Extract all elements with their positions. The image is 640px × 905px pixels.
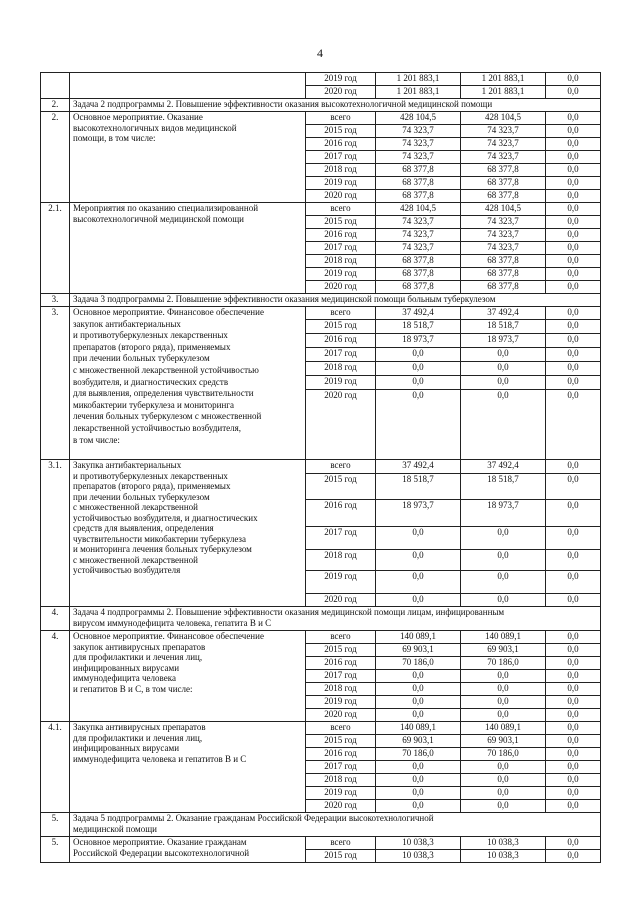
year-cell: 2020 год xyxy=(306,800,376,813)
other-sources-cell: 0,0 xyxy=(546,281,601,294)
page-number: 4 xyxy=(317,46,323,60)
regional-budget-cell: 0,0 xyxy=(461,696,546,709)
total-cell: 0,0 xyxy=(376,348,461,362)
other-sources-cell: 0,0 xyxy=(546,774,601,787)
event-description-line: помощи, в том числе: xyxy=(73,133,156,143)
total-cell: 68 377,8 xyxy=(376,190,461,203)
event-description-line: для профилактики и лечения лиц, xyxy=(73,732,203,743)
event-description xyxy=(70,837,306,863)
regional-budget-cell: 140 089,1 xyxy=(461,631,546,644)
task-title-line: Задача 3 подпрограммы 2. Повышение эффективности оказания медицинской помощи больным туберкулезом xyxy=(73,294,496,304)
year-cell: 2018 год xyxy=(306,683,376,696)
regional-budget-cell: 74 323,7 xyxy=(461,229,546,242)
regional-budget-cell: 0,0 xyxy=(461,709,546,722)
table-row xyxy=(41,837,601,850)
event-description-line: лекарственной устойчивостью возбудителя, xyxy=(73,422,242,433)
regional-budget-cell: 1 201 883,1 xyxy=(461,86,546,99)
year-cell: всего xyxy=(306,307,376,320)
other-sources-cell: 0,0 xyxy=(546,307,601,320)
regional-budget-cell: 0,0 xyxy=(461,390,546,460)
event-description-line: и противотуберкулезных лекарственных xyxy=(73,330,228,341)
year-cell: 2016 год xyxy=(306,748,376,761)
total-cell: 428 104,5 xyxy=(376,203,461,216)
total-cell: 0,0 xyxy=(376,390,461,460)
other-sources-cell: 0,0 xyxy=(546,229,601,242)
event-description-line: Основное мероприятие. Финансовое обеспечение xyxy=(73,631,264,641)
total-cell: 0,0 xyxy=(376,571,461,594)
year-cell: всего xyxy=(306,112,376,125)
task-title-line: медицинской помощи xyxy=(73,823,157,834)
event-description-line: Закупка антибактериальных xyxy=(73,460,182,470)
other-sources-cell: 0,0 xyxy=(546,474,601,500)
regional-budget-cell: 0,0 xyxy=(461,348,546,362)
total-cell: 74 323,7 xyxy=(376,216,461,229)
year-cell: 2019 год xyxy=(306,177,376,190)
total-cell: 68 377,8 xyxy=(376,177,461,190)
total-cell: 0,0 xyxy=(376,683,461,696)
event-number: 5. xyxy=(41,837,70,863)
event-description-line: высокотехнологичной медицинской помощи xyxy=(73,213,244,224)
year-cell: 2016 год xyxy=(306,334,376,348)
other-sources-cell: 0,0 xyxy=(546,644,601,657)
regional-budget-cell: 18 973,7 xyxy=(461,334,546,348)
regional-budget-cell: 428 104,5 xyxy=(461,112,546,125)
other-sources-cell: 0,0 xyxy=(546,242,601,255)
event-description-line: Основное мероприятие. Оказание xyxy=(73,112,203,122)
event-description-line: с множественной лекарственной xyxy=(73,554,198,565)
year-cell: всего xyxy=(306,203,376,216)
event-description-line: с множественной лекарственной xyxy=(73,502,198,512)
task-row xyxy=(41,99,601,112)
other-sources-cell: 0,0 xyxy=(546,164,601,177)
year-cell: всего xyxy=(306,631,376,644)
other-sources-cell: 0,0 xyxy=(546,683,601,696)
other-sources-cell: 0,0 xyxy=(546,376,601,390)
total-cell: 0,0 xyxy=(376,594,461,607)
other-sources-cell: 0,0 xyxy=(546,125,601,138)
total-cell: 68 377,8 xyxy=(376,164,461,177)
year-cell: 2017 год xyxy=(306,242,376,255)
regional-budget-cell: 70 186,0 xyxy=(461,748,546,761)
event-description xyxy=(70,203,306,294)
other-sources-cell: 0,0 xyxy=(546,722,601,735)
regional-budget-cell: 37 492,4 xyxy=(461,307,546,320)
event-description-line: микобактерии туберкулеза и мониторинга xyxy=(73,399,234,410)
total-cell: 0,0 xyxy=(376,787,461,800)
event-number: 2.1. xyxy=(41,203,70,294)
other-sources-cell: 0,0 xyxy=(546,631,601,644)
year-cell: 2017 год xyxy=(306,670,376,683)
year-cell: 2015 год xyxy=(306,474,376,500)
year-cell: 2016 год xyxy=(306,229,376,242)
year-cell: 2015 год xyxy=(306,216,376,229)
regional-budget-cell: 0,0 xyxy=(461,774,546,787)
event-description-line: закупок антивирусных препаратов xyxy=(73,641,206,652)
row-number-cell xyxy=(41,73,70,99)
other-sources-cell: 0,0 xyxy=(546,837,601,850)
year-cell: 2017 год xyxy=(306,151,376,164)
regional-budget-cell: 428 104,5 xyxy=(461,203,546,216)
total-cell: 70 186,0 xyxy=(376,657,461,670)
year-cell: 2018 год xyxy=(306,164,376,177)
table-row xyxy=(41,722,601,735)
regional-budget-cell: 0,0 xyxy=(461,527,546,550)
event-description-line: возбудителя, и диагностических средств xyxy=(73,376,229,387)
total-cell: 18 973,7 xyxy=(376,500,461,527)
year-cell: 2020 год xyxy=(306,594,376,607)
task-title-line: вирусом иммунодефицита человека, гепатита В и С xyxy=(73,617,272,628)
description-cell xyxy=(70,73,306,99)
other-sources-cell: 0,0 xyxy=(546,177,601,190)
total-cell: 0,0 xyxy=(376,527,461,550)
task-title xyxy=(70,294,601,307)
task-number: 5. xyxy=(41,813,70,837)
regional-budget-cell: 140 089,1 xyxy=(461,722,546,735)
event-description-line: при лечении больных туберкулезом xyxy=(73,353,210,364)
total-cell: 0,0 xyxy=(376,696,461,709)
year-cell: 2020 год xyxy=(306,86,376,99)
event-description-line: средств для выявления, определения xyxy=(73,523,214,533)
event-description-line: инфицированных вирусами xyxy=(73,743,180,753)
table-row xyxy=(41,73,601,86)
other-sources-cell: 0,0 xyxy=(546,268,601,281)
other-sources-cell: 0,0 xyxy=(546,527,601,550)
event-description-line: устойчивостью возбудителя xyxy=(73,565,181,575)
task-row xyxy=(41,813,601,837)
regional-budget-cell: 18 518,7 xyxy=(461,320,546,334)
regional-budget-cell: 0,0 xyxy=(461,787,546,800)
regional-budget-cell: 68 377,8 xyxy=(461,177,546,190)
event-description-line: закупок антибактериальных xyxy=(73,318,181,329)
year-cell: 2017 год xyxy=(306,527,376,550)
regional-budget-cell: 0,0 xyxy=(461,800,546,813)
other-sources-cell: 0,0 xyxy=(546,112,601,125)
regional-budget-cell: 74 323,7 xyxy=(461,125,546,138)
other-sources-cell: 0,0 xyxy=(546,696,601,709)
other-sources-cell: 0,0 xyxy=(546,86,601,99)
event-description xyxy=(70,631,306,722)
table-row xyxy=(41,307,601,320)
total-cell: 69 903,1 xyxy=(376,735,461,748)
task-title xyxy=(70,607,601,631)
regional-budget-cell: 68 377,8 xyxy=(461,190,546,203)
total-cell: 1 201 883,1 xyxy=(376,86,461,99)
total-cell: 18 518,7 xyxy=(376,320,461,334)
total-cell: 0,0 xyxy=(376,362,461,376)
total-cell: 0,0 xyxy=(376,800,461,813)
other-sources-cell: 0,0 xyxy=(546,151,601,164)
event-description-line: с множественной лекарственной устойчивостью xyxy=(73,364,259,375)
event-description-line: препаратов (второго ряда), применяемых xyxy=(73,341,231,352)
event-description-line: и противотуберкулезных лекарственных xyxy=(73,470,228,481)
other-sources-cell: 0,0 xyxy=(546,748,601,761)
total-cell: 0,0 xyxy=(376,761,461,774)
regional-budget-cell: 37 492,4 xyxy=(461,460,546,474)
total-cell: 68 377,8 xyxy=(376,255,461,268)
total-cell: 1 201 883,1 xyxy=(376,73,461,86)
other-sources-cell: 0,0 xyxy=(546,216,601,229)
total-cell: 68 377,8 xyxy=(376,281,461,294)
year-cell: 2015 год xyxy=(306,735,376,748)
task-title xyxy=(70,813,601,837)
table-row xyxy=(41,631,601,644)
table-row xyxy=(41,112,601,125)
year-cell: 2020 год xyxy=(306,709,376,722)
event-description-line: для выявления, определения чувствительности xyxy=(73,388,254,399)
event-description-line: чувствительности микобактерии туберкулеза xyxy=(73,533,246,544)
event-description-line: высокотехнологичных видов медицинской xyxy=(73,122,237,133)
total-cell: 68 377,8 xyxy=(376,268,461,281)
year-cell: 2015 год xyxy=(306,125,376,138)
year-cell: 2017 год xyxy=(306,761,376,774)
other-sources-cell: 0,0 xyxy=(546,787,601,800)
event-description-line: Основное мероприятие. Финансовое обеспечение xyxy=(73,307,264,317)
regional-budget-cell: 0,0 xyxy=(461,362,546,376)
other-sources-cell: 0,0 xyxy=(546,348,601,362)
year-cell: 2018 год xyxy=(306,550,376,571)
other-sources-cell: 0,0 xyxy=(546,190,601,203)
event-description-line: иммунодефицита человека xyxy=(73,673,176,683)
total-cell: 0,0 xyxy=(376,709,461,722)
event-description xyxy=(70,112,306,203)
task-number: 2. xyxy=(41,99,70,112)
event-description-line: для профилактики и лечения лиц, xyxy=(73,652,203,662)
other-sources-cell: 0,0 xyxy=(546,362,601,376)
event-description xyxy=(70,307,306,460)
regional-budget-cell: 68 377,8 xyxy=(461,268,546,281)
other-sources-cell: 0,0 xyxy=(546,850,601,863)
other-sources-cell: 0,0 xyxy=(546,203,601,216)
regional-budget-cell: 0,0 xyxy=(461,550,546,571)
other-sources-cell: 0,0 xyxy=(546,735,601,748)
task-title-line: Задача 5 подпрограммы 2. Оказание гражданам Российской Федерации высокотехнологичной xyxy=(73,813,434,823)
total-cell: 74 323,7 xyxy=(376,229,461,242)
regional-budget-cell: 18 518,7 xyxy=(461,474,546,500)
regional-budget-cell: 10 038,3 xyxy=(461,850,546,863)
year-cell: 2015 год xyxy=(306,850,376,863)
event-number: 4. xyxy=(41,631,70,722)
year-cell: 2018 год xyxy=(306,255,376,268)
table-row xyxy=(41,203,601,216)
regional-budget-cell: 0,0 xyxy=(461,376,546,390)
task-number: 3. xyxy=(41,294,70,307)
year-cell: 2017 год xyxy=(306,348,376,362)
regional-budget-cell: 74 323,7 xyxy=(461,138,546,151)
total-cell: 70 186,0 xyxy=(376,748,461,761)
other-sources-cell: 0,0 xyxy=(546,571,601,594)
total-cell: 18 973,7 xyxy=(376,334,461,348)
event-description-line: и гепатитов В и С, в том числе: xyxy=(73,683,193,694)
regional-budget-cell: 0,0 xyxy=(461,683,546,696)
regional-budget-cell: 68 377,8 xyxy=(461,164,546,177)
event-description-line: инфицированных вирусами xyxy=(73,662,180,673)
event-description xyxy=(70,722,306,813)
task-number: 4. xyxy=(41,607,70,631)
other-sources-cell: 0,0 xyxy=(546,255,601,268)
event-number: 2. xyxy=(41,112,70,203)
event-description xyxy=(70,460,306,607)
total-cell: 69 903,1 xyxy=(376,644,461,657)
other-sources-cell: 0,0 xyxy=(546,550,601,571)
regional-budget-cell: 68 377,8 xyxy=(461,281,546,294)
regional-budget-cell: 0,0 xyxy=(461,670,546,683)
other-sources-cell: 0,0 xyxy=(546,657,601,670)
year-cell: 2016 год xyxy=(306,138,376,151)
event-description-line: Мероприятия по оказанию специализированной xyxy=(73,203,259,213)
total-cell: 0,0 xyxy=(376,376,461,390)
regional-budget-cell: 74 323,7 xyxy=(461,151,546,164)
year-cell: 2015 год xyxy=(306,320,376,334)
year-cell: 2019 год xyxy=(306,268,376,281)
total-cell: 74 323,7 xyxy=(376,125,461,138)
event-description-line: при лечении больных туберкулезом xyxy=(73,491,210,502)
task-row xyxy=(41,607,601,631)
year-cell: 2020 год xyxy=(306,390,376,460)
other-sources-cell: 0,0 xyxy=(546,670,601,683)
event-description-line: иммунодефицита человека и гепатитов В и С xyxy=(73,753,247,764)
event-description-line: Российской Федерации высокотехнологичной xyxy=(73,847,250,858)
year-cell: всего xyxy=(306,722,376,735)
year-cell: 2016 год xyxy=(306,500,376,527)
year-cell: 2019 год xyxy=(306,376,376,390)
total-cell: 428 104,5 xyxy=(376,112,461,125)
other-sources-cell: 0,0 xyxy=(546,334,601,348)
event-description-line: устойчивостью возбудителя, и диагностических xyxy=(73,512,258,523)
total-cell: 37 492,4 xyxy=(376,460,461,474)
year-cell: 2016 год xyxy=(306,657,376,670)
event-number: 3. xyxy=(41,307,70,460)
year-cell: 2020 год xyxy=(306,281,376,294)
regional-budget-cell: 18 973,7 xyxy=(461,500,546,527)
year-cell: 2019 год xyxy=(306,73,376,86)
event-description-line: и мониторинга лечения больных туберкулезом xyxy=(73,544,252,554)
other-sources-cell: 0,0 xyxy=(546,709,601,722)
total-cell: 0,0 xyxy=(376,774,461,787)
regional-budget-cell: 69 903,1 xyxy=(461,735,546,748)
event-number: 3.1. xyxy=(41,460,70,607)
other-sources-cell: 0,0 xyxy=(546,390,601,460)
other-sources-cell: 0,0 xyxy=(546,761,601,774)
regional-budget-cell: 1 201 883,1 xyxy=(461,73,546,86)
task-title xyxy=(70,99,601,112)
other-sources-cell: 0,0 xyxy=(546,73,601,86)
task-row xyxy=(41,294,601,307)
task-title-line: Задача 4 подпрограммы 2. Повышение эффективности оказания медицинской помощи лицам, инфицированным xyxy=(73,607,505,617)
total-cell: 140 089,1 xyxy=(376,631,461,644)
total-cell: 74 323,7 xyxy=(376,242,461,255)
event-description-line: Основное мероприятие. Оказание гражданам xyxy=(73,837,247,847)
task-title-line: Задача 2 подпрограммы 2. Повышение эффективности оказания высокотехнологичной медицинской помощи xyxy=(73,99,493,109)
year-cell: 2020 год xyxy=(306,190,376,203)
regional-budget-cell: 74 323,7 xyxy=(461,242,546,255)
total-cell: 0,0 xyxy=(376,550,461,571)
total-cell: 74 323,7 xyxy=(376,151,461,164)
total-cell: 37 492,4 xyxy=(376,307,461,320)
total-cell: 74 323,7 xyxy=(376,138,461,151)
event-description-line: лечения больных туберкулезом с множественной xyxy=(73,411,262,422)
year-cell: 2019 год xyxy=(306,787,376,800)
year-cell: 2019 год xyxy=(306,571,376,594)
table-row xyxy=(41,460,601,474)
regional-budget-cell: 74 323,7 xyxy=(461,216,546,229)
year-cell: 2018 год xyxy=(306,362,376,376)
regional-budget-cell: 68 377,8 xyxy=(461,255,546,268)
other-sources-cell: 0,0 xyxy=(546,500,601,527)
year-cell: всего xyxy=(306,460,376,474)
other-sources-cell: 0,0 xyxy=(546,320,601,334)
total-cell: 140 089,1 xyxy=(376,722,461,735)
year-cell: 2015 год xyxy=(306,644,376,657)
regional-budget-cell: 10 038,3 xyxy=(461,837,546,850)
event-description-line: препаратов (второго ряда), применяемых xyxy=(73,481,231,491)
other-sources-cell: 0,0 xyxy=(546,138,601,151)
total-cell: 18 518,7 xyxy=(376,474,461,500)
event-description-line: в том числе: xyxy=(73,434,120,445)
year-cell: всего xyxy=(306,837,376,850)
regional-budget-cell: 0,0 xyxy=(461,571,546,594)
budget-table xyxy=(40,72,601,863)
total-cell: 0,0 xyxy=(376,670,461,683)
regional-budget-cell: 0,0 xyxy=(461,594,546,607)
total-cell: 10 038,3 xyxy=(376,850,461,863)
event-description-line: Закупка антивирусных препаратов xyxy=(73,722,206,732)
event-number: 4.1. xyxy=(41,722,70,813)
other-sources-cell: 0,0 xyxy=(546,800,601,813)
other-sources-cell: 0,0 xyxy=(546,594,601,607)
other-sources-cell: 0,0 xyxy=(546,460,601,474)
year-cell: 2019 год xyxy=(306,696,376,709)
regional-budget-cell: 0,0 xyxy=(461,761,546,774)
year-cell: 2018 год xyxy=(306,774,376,787)
total-cell: 10 038,3 xyxy=(376,837,461,850)
regional-budget-cell: 70 186,0 xyxy=(461,657,546,670)
regional-budget-cell: 69 903,1 xyxy=(461,644,546,657)
